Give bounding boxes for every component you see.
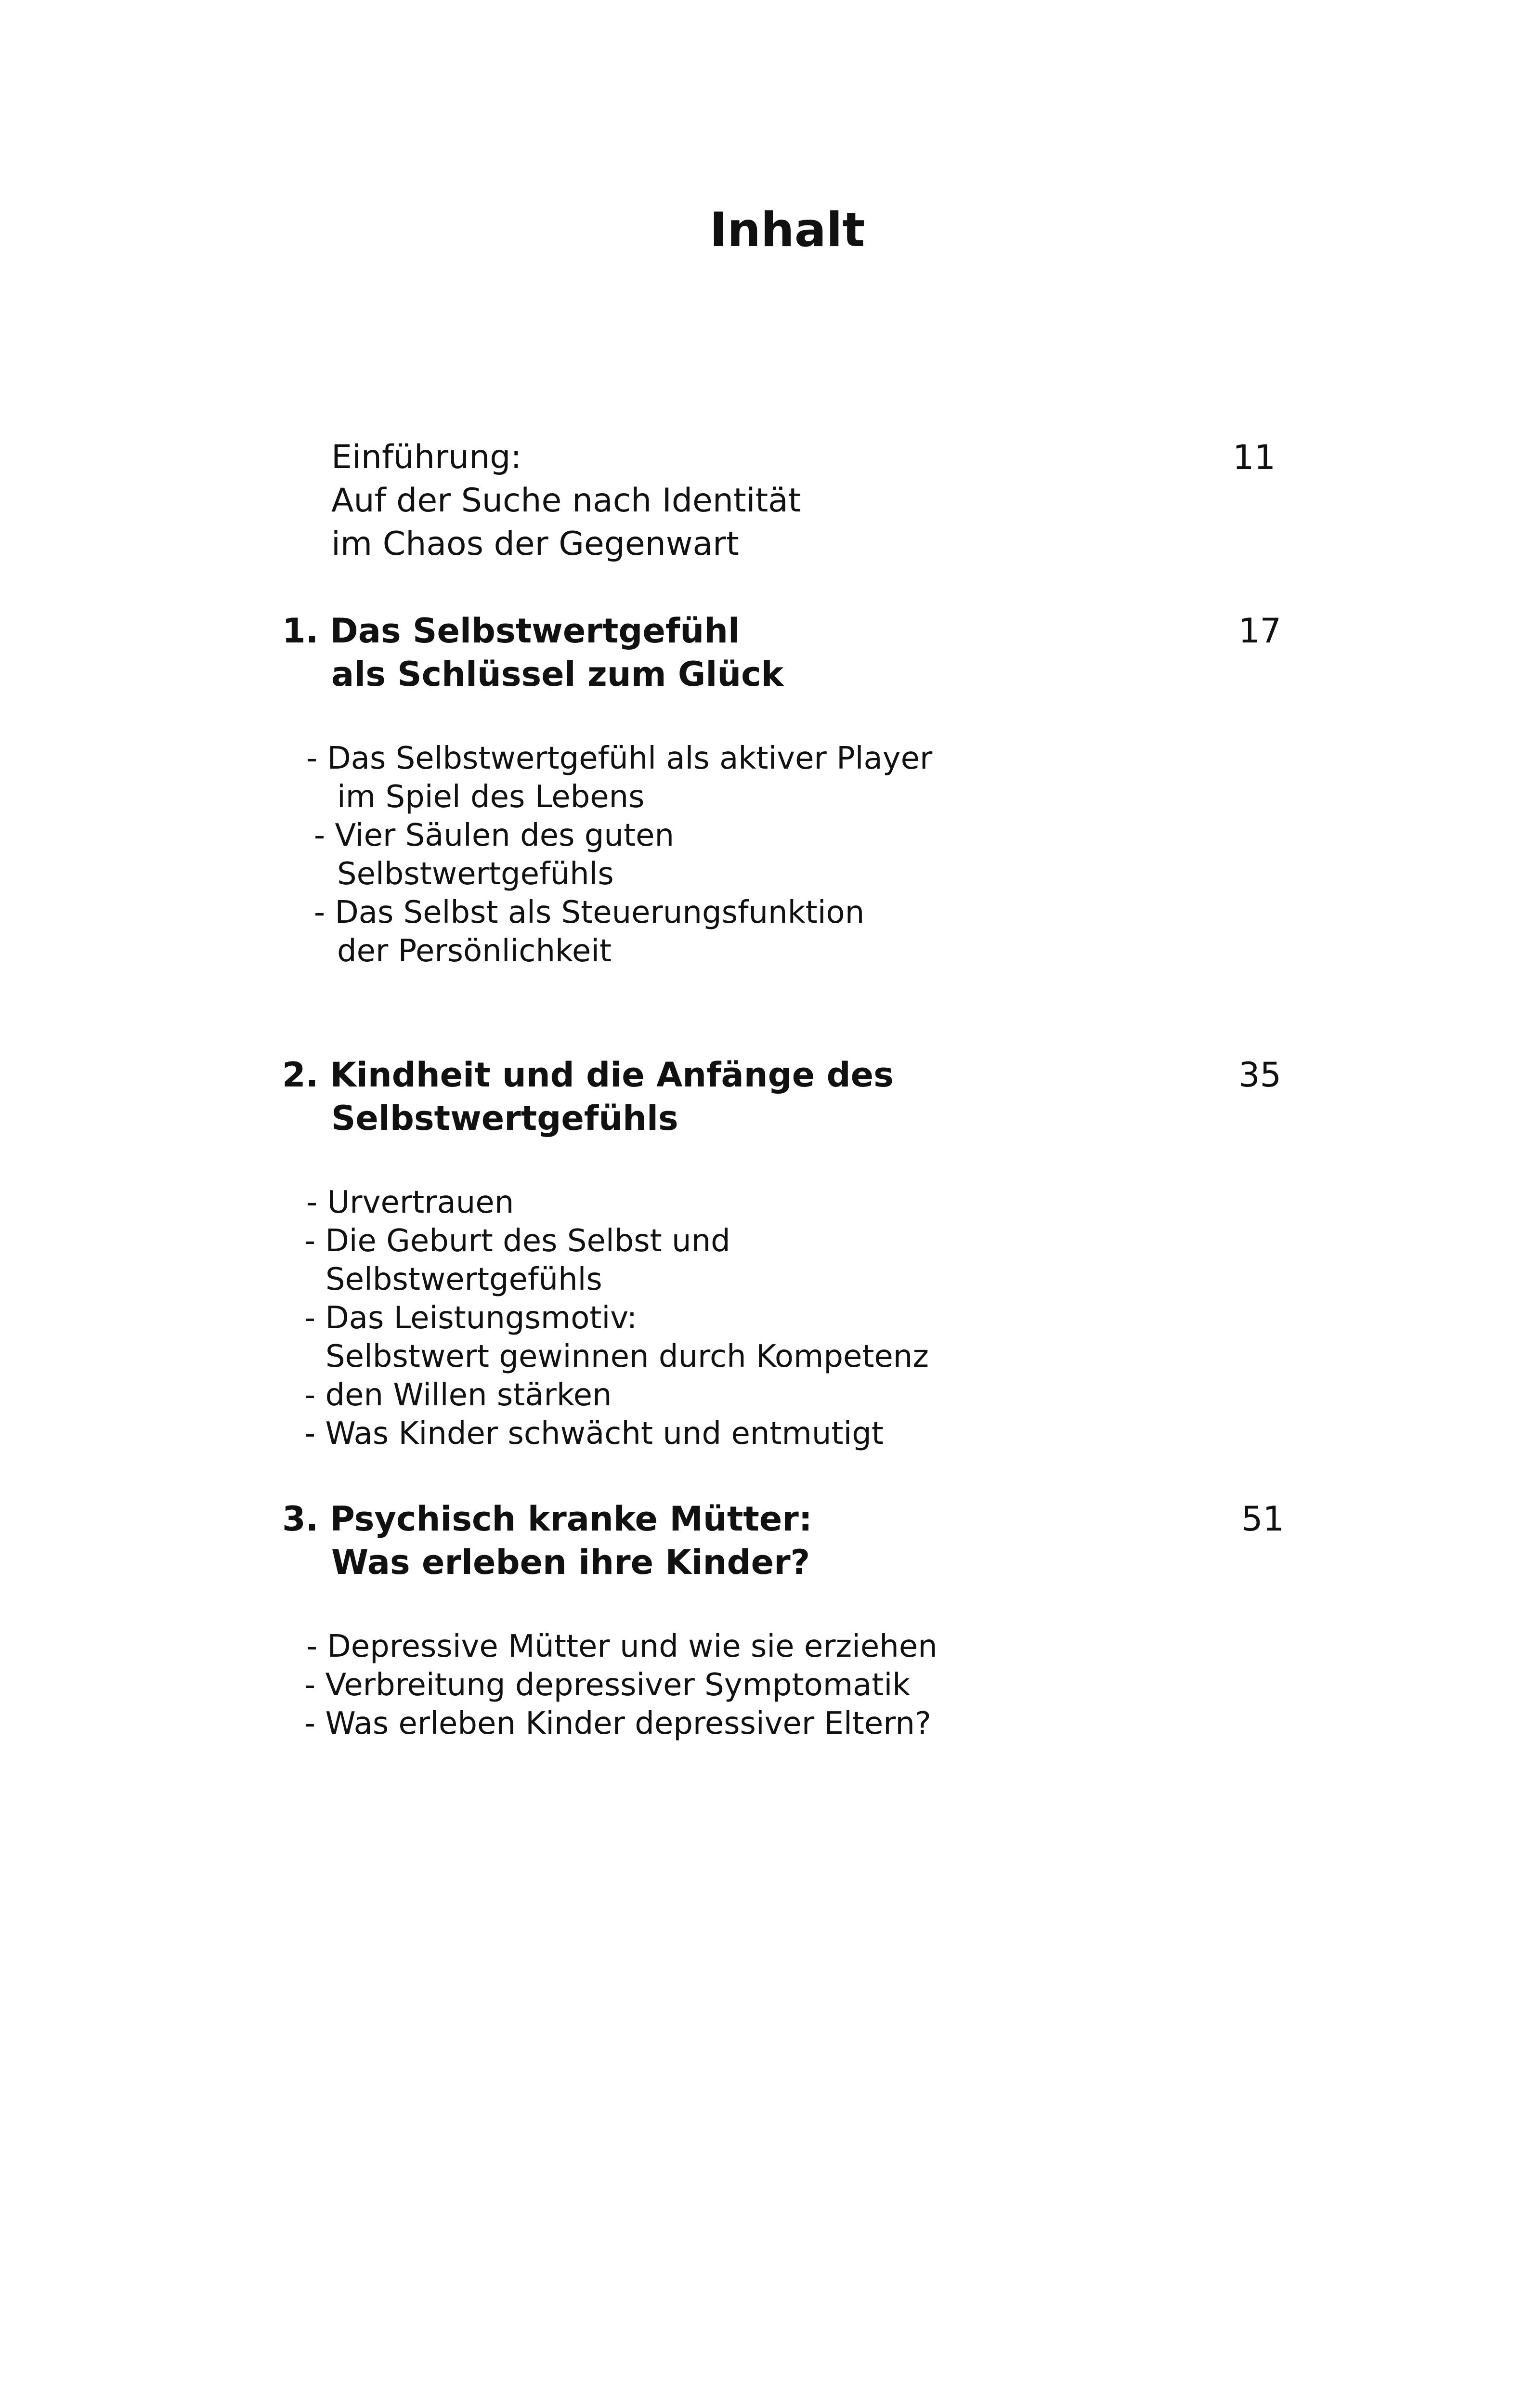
chapter-heading: Selbstwertgefühls: [331, 1099, 678, 1138]
toc-subitem: - Das Selbst als Steuerungsfunktion: [314, 895, 865, 930]
intro-line: im Chaos der Gegenwart: [331, 525, 739, 563]
chapter-heading: Was erleben ihre Kinder?: [331, 1543, 810, 1582]
toc-subitem: der Persönlichkeit: [337, 933, 612, 969]
toc-subitem: Selbstwert gewinnen durch Kompetenz: [326, 1339, 929, 1374]
chapter-heading: als Schlüssel zum Glück: [331, 654, 784, 694]
page-title: Inhalt: [709, 203, 865, 258]
toc-subitem: Selbstwertgefühls: [326, 1262, 602, 1297]
toc-subitem: - Urvertrauen: [306, 1185, 514, 1220]
toc-subitem: - Was Kinder schwächt und entmutigt: [304, 1416, 884, 1452]
toc-subitem: im Spiel des Lebens: [337, 779, 645, 815]
chapter-heading: 3. Psychisch kranke Mütter:: [282, 1499, 812, 1539]
chapter-page-number: 35: [1238, 1055, 1282, 1095]
toc-subitem: - den Willen stärken: [304, 1377, 612, 1413]
toc-subitem: Selbstwertgefühls: [337, 856, 614, 892]
toc-subitem: - Die Geburt des Selbst und: [304, 1223, 730, 1259]
toc-subitem: - Vier Säulen des guten: [314, 818, 674, 853]
intro-line: Einführung:: [331, 438, 522, 476]
chapter-heading: 1. Das Selbstwertgefühl: [282, 611, 740, 651]
toc-subitem: - Das Leistungsmotiv:: [304, 1300, 638, 1336]
intro-page-number: 11: [1233, 438, 1276, 477]
chapter-page-number: 17: [1238, 611, 1282, 651]
intro-line: Auf der Suche nach Identität: [331, 482, 801, 520]
chapter-page-number: 51: [1241, 1499, 1285, 1539]
toc-subitem: - Das Selbstwertgefühl als aktiver Player: [306, 741, 933, 776]
toc-subitem: - Verbreitung depressiver Symptomatik: [304, 1667, 911, 1703]
chapter-heading: 2. Kindheit und die Anfänge des: [282, 1055, 894, 1095]
toc-subitem: - Was erleben Kinder depressiver Eltern?: [304, 1706, 931, 1741]
toc-subitem: - Depressive Mütter und wie sie erziehen: [306, 1629, 938, 1664]
